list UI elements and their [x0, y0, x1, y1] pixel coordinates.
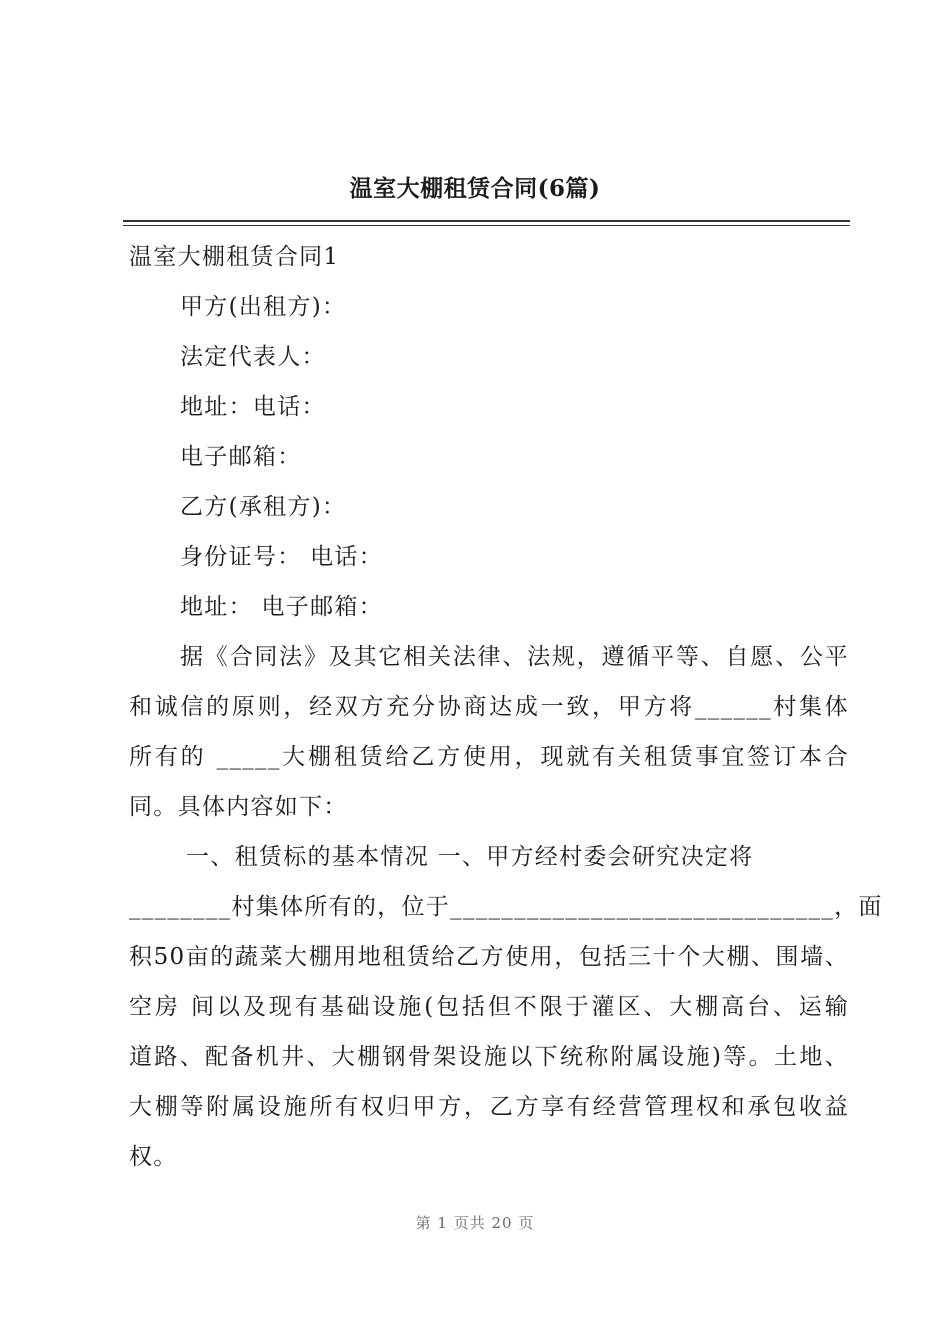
party-b-line: 乙方(承租方)：: [180, 494, 347, 520]
legal-rep-line: 法定代表人：: [180, 344, 326, 370]
address-email-line: 地址： 电子邮箱：: [180, 594, 384, 620]
section-heading: 温室大棚租赁合同1: [129, 244, 340, 270]
address-phone-line: 地址：电话：: [180, 394, 326, 420]
document-title: 温室大棚租赁合同(6篇): [349, 175, 601, 202]
id-phone-line: 身份证号： 电话：: [180, 544, 384, 570]
paragraph-line: ________村集体所有的，位于______________________________，面: [129, 894, 883, 920]
paragraph-line: 据《合同法》及其它相关法律、法规，遵循平等、自愿、公平: [180, 644, 849, 670]
document-body: [129, 232, 883, 1182]
paragraph-line: 所有的 _____大棚租赁给乙方使用，现就有关租赁事宜签订本合: [129, 744, 849, 770]
paragraph-line: 权。: [129, 1144, 178, 1170]
paragraph-line: 同。具体内容如下：: [129, 794, 348, 820]
page-number-footer: 第 1 页共 20 页: [415, 1214, 535, 1232]
paragraph-line: 道路、配备机井、大棚钢骨架设施以下统称附属设施)等。土地、: [129, 1044, 849, 1070]
paragraph-line: 空房 间以及现有基础设施(包括但不限于灌区、大棚高台、运输: [129, 994, 849, 1020]
paragraph-line: 大棚等附属设施所有权归甲方，乙方享有经营管理权和承包收益: [129, 1094, 849, 1120]
title-divider-thick: [123, 220, 850, 222]
party-a-line: 甲方(出租方)：: [180, 294, 347, 320]
email-line: 电子邮箱：: [180, 444, 302, 470]
paragraph-line: 积50亩的蔬菜大棚用地租赁给乙方使用，包括三十个大棚、围墙、: [129, 944, 849, 970]
paragraph-line: 和诚信的原则，经双方充分协商达成一致，甲方将______村集体: [129, 694, 849, 720]
clause-heading-line: 一、租赁标的基本情况 一、甲方经村委会研究决定将: [186, 844, 754, 870]
title-divider-thin: [123, 225, 850, 226]
